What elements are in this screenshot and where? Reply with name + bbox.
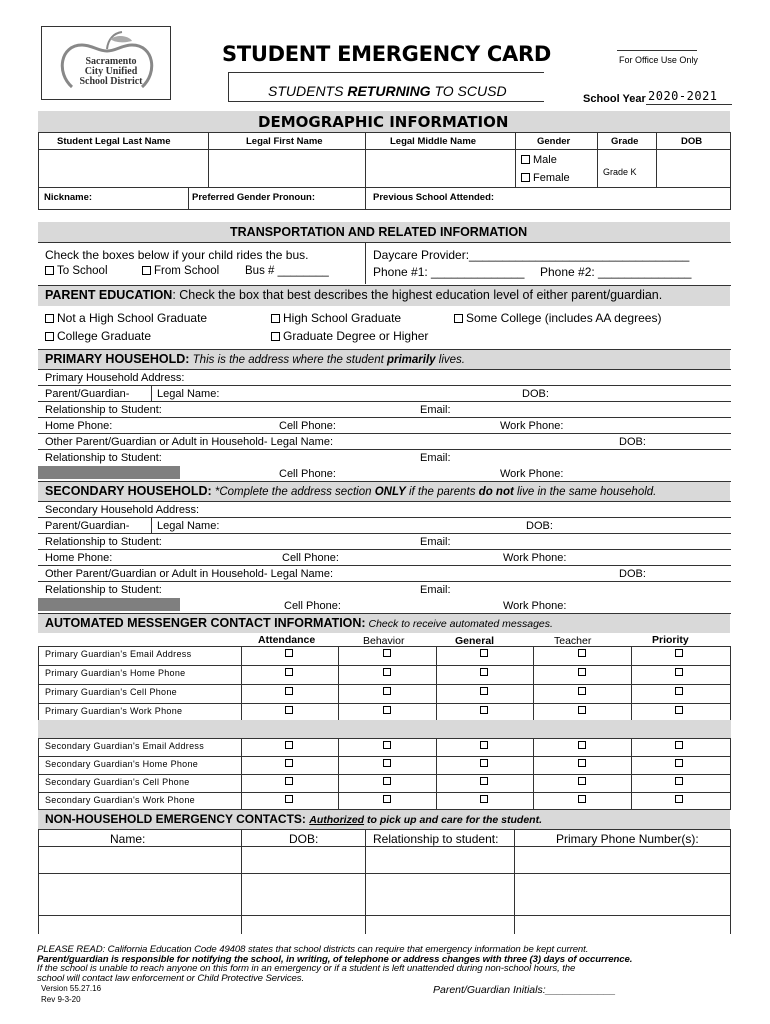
col-last-name: Student Legal Last Name (57, 136, 171, 147)
col-contact-name: Name: (110, 832, 146, 846)
gender-male-option[interactable]: Male (521, 154, 557, 166)
primary-guardian-1-row-label: Primary Guardian's Email Address (45, 649, 192, 659)
secondary-legal-name-label[interactable]: Legal Name: (157, 520, 220, 532)
secondary-guardian-2-row-label: Secondary Guardian's Home Phone (45, 759, 199, 769)
secondary-guardian-1-row-label: Secondary Guardian's Email Address (45, 741, 204, 751)
primary-legal-name-label[interactable]: Legal Name: (157, 388, 220, 400)
prev-school-label: Previous School Attended: (373, 192, 495, 203)
secondary-guardian-4-general-checkbox[interactable] (480, 795, 488, 803)
primary-cell-phone-label[interactable]: Cell Phone: (279, 420, 336, 432)
secondary-guardian-4-row-label: Secondary Guardian's Work Phone (45, 795, 195, 805)
primary-guardian-4-row-label: Primary Guardian's Work Phone (45, 706, 183, 716)
secondary-email-label[interactable]: Email: (420, 536, 451, 548)
messenger-separator-row (38, 720, 731, 738)
checkbox-icon[interactable] (45, 266, 54, 275)
primary-dob-label[interactable]: DOB: (522, 388, 549, 400)
secondary-guardian-4-attendance-checkbox[interactable] (285, 795, 293, 803)
edu-grad-degree-option[interactable]: Graduate Degree or Higher (271, 329, 428, 343)
phone2-field[interactable]: Phone #2: ______________ (540, 265, 692, 279)
grade-value[interactable]: Grade K (603, 167, 637, 177)
checkbox-icon[interactable] (271, 332, 280, 341)
notice-line-4: school will contact law enforcement or Child Protective Services. (37, 972, 305, 984)
primary-guardian-4-general-checkbox[interactable] (480, 706, 488, 714)
primary-other-adult-label[interactable]: Other Parent/Guardian or Adult in Household- Legal Name: (45, 436, 333, 448)
logo-line-1: Sacramento (85, 56, 137, 67)
version-label: Version 55.27.16 (41, 984, 102, 993)
col-contact-relationship: Relationship to student: (373, 832, 499, 846)
demographic-heading: DEMOGRAPHIC INFORMATION (258, 113, 509, 131)
secondary-guardian-1-attendance-checkbox[interactable] (285, 741, 293, 749)
office-use-label: For Office Use Only (619, 55, 698, 65)
secondary-guardian-4-priority-checkbox[interactable] (675, 795, 683, 803)
primary-guardian-3-teacher-checkbox[interactable] (578, 687, 586, 695)
secondary-other-email-label[interactable]: Email: (420, 584, 451, 596)
primary-work-phone-label[interactable]: Work Phone: (500, 420, 564, 432)
from-school-option[interactable]: From School (142, 265, 219, 277)
notice-line-3: If the school is unable to reach anyone on this form in an emergency or if a student is left unattended during non-school hours, the (37, 963, 576, 974)
messenger-heading: AUTOMATED MESSENGER CONTACT INFORMATION: Check to receive automated messages. (45, 616, 553, 630)
district-logo (41, 26, 171, 100)
primary-email-label[interactable]: Email: (420, 404, 451, 416)
primary-guardian-3-priority-checkbox[interactable] (675, 687, 683, 695)
col-grade: Grade (611, 136, 639, 147)
primary-guardian-1-priority-checkbox[interactable] (675, 649, 683, 657)
contact-row-3[interactable] (39, 916, 729, 934)
secondary-guardian-3-row-label: Secondary Guardian's Cell Phone (45, 777, 190, 787)
col-priority: Priority (652, 634, 689, 646)
secondary-guardian-2-general-checkbox[interactable] (480, 759, 488, 767)
initials-field[interactable]: Parent/Guardian Initials:____________ (433, 984, 616, 996)
nickname-label: Nickname: (44, 192, 93, 203)
secondary-guardian-4-teacher-checkbox[interactable] (578, 795, 586, 803)
secondary-guardian-2-teacher-checkbox[interactable] (578, 759, 586, 767)
secondary-other-cell-label[interactable]: Cell Phone: (284, 600, 341, 612)
primary-guardian-3-general-checkbox[interactable] (480, 687, 488, 695)
primary-guardian-4-teacher-checkbox[interactable] (578, 706, 586, 714)
secondary-guardian-3-attendance-checkbox[interactable] (285, 777, 293, 785)
primary-guardian-4-behavior-checkbox[interactable] (383, 706, 391, 714)
secondary-guardian-3-priority-checkbox[interactable] (675, 777, 683, 785)
col-contact-dob: DOB: (289, 832, 319, 846)
col-behavior: Behavior (363, 635, 405, 647)
edu-hs-option[interactable]: High School Graduate (271, 311, 401, 325)
checkbox-icon[interactable] (142, 266, 151, 275)
secondary-cell-phone-label[interactable]: Cell Phone: (282, 552, 339, 564)
notice-line-1: PLEASE READ: California Education Code 49408 states that school districts can require that emergency information be kept current. (37, 944, 589, 955)
primary-other-relationship-label[interactable]: Relationship to Student: (45, 452, 162, 464)
primary-guardian-3-behavior-checkbox[interactable] (383, 687, 391, 695)
primary-guardian-1-teacher-checkbox[interactable] (578, 649, 586, 657)
secondary-guardian-3-teacher-checkbox[interactable] (578, 777, 586, 785)
primary-guardian-2-teacher-checkbox[interactable] (578, 668, 586, 676)
page-title: STUDENT EMERGENCY CARD (222, 42, 552, 66)
checkbox-icon[interactable] (45, 314, 54, 323)
col-teacher: Teacher (554, 635, 592, 647)
primary-guardian-4-attendance-checkbox[interactable] (285, 706, 293, 714)
primary-guardian-2-general-checkbox[interactable] (480, 668, 488, 676)
primary-home-phone-label[interactable]: Home Phone: (45, 420, 113, 432)
secondary-guardian-label: Parent/Guardian- (45, 520, 130, 532)
secondary-address-label[interactable]: Secondary Household Address: (45, 504, 200, 516)
edu-not-hs-option[interactable]: Not a High School Graduate (45, 311, 207, 325)
checkbox-icon[interactable] (521, 173, 530, 182)
primary-guardian-1-general-checkbox[interactable] (480, 649, 488, 657)
col-attendance: Attendance (258, 634, 316, 646)
primary-heading: PRIMARY HOUSEHOLD: This is the address where the student primarily lives. (45, 352, 465, 366)
bus-number-field[interactable]: Bus # ________ (245, 265, 329, 277)
bus-check-text: Check the boxes below if your child rides the bus. (45, 248, 309, 262)
col-dob: DOB (681, 136, 703, 147)
subtitle: STUDENTS RETURNING TO SCUSD (268, 83, 507, 99)
primary-guardian-label: Parent/Guardian- (45, 388, 130, 400)
notice-line-2: Parent/guardian is responsible for notifying the school, in writing, of telephone or address changes with three (3) days of occurrence. (37, 953, 633, 965)
nonhousehold-heading: NON-HOUSEHOLD EMERGENCY CONTACTS: Authorized to pick up and care for the student. (45, 812, 543, 826)
secondary-guardian-2-behavior-checkbox[interactable] (383, 759, 391, 767)
secondary-guardian-1-behavior-checkbox[interactable] (383, 741, 391, 749)
education-heading: PARENT EDUCATION: Check the box that best describes the highest education level of either parent/guardian. (45, 288, 663, 302)
checkbox-icon[interactable] (521, 155, 530, 164)
primary-gray-block (38, 466, 180, 479)
primary-guardian-2-attendance-checkbox[interactable] (285, 668, 293, 676)
secondary-home-phone-label[interactable]: Home Phone: (45, 552, 113, 564)
gender-female-option[interactable]: Female (521, 172, 570, 184)
footer-notice (37, 945, 737, 983)
to-school-option[interactable]: To School (45, 265, 108, 277)
secondary-guardian-3-general-checkbox[interactable] (480, 777, 488, 785)
secondary-guardian-1-priority-checkbox[interactable] (675, 741, 683, 749)
col-contact-phone: Primary Phone Number(s): (556, 832, 699, 846)
col-gender: Gender (537, 136, 571, 147)
primary-other-dob-label[interactable]: DOB: (619, 436, 646, 448)
school-year-label: School Year (583, 93, 646, 105)
checkbox-icon[interactable] (271, 314, 280, 323)
contact-row-2[interactable] (39, 874, 729, 914)
col-middle-name: Legal Middle Name (390, 136, 477, 147)
col-first-name: Legal First Name (246, 136, 323, 147)
secondary-guardian-3-behavior-checkbox[interactable] (383, 777, 391, 785)
checkbox-icon[interactable] (454, 314, 463, 323)
checkbox-icon[interactable] (45, 332, 54, 341)
daycare-field[interactable]: Daycare Provider:_________________________________ (373, 248, 690, 262)
pronoun-label: Preferred Gender Pronoun: (192, 192, 315, 203)
primary-guardian-2-behavior-checkbox[interactable] (383, 668, 391, 676)
revision-label: Rev 9-3-20 (41, 995, 81, 1004)
secondary-other-dob-label[interactable]: DOB: (619, 568, 646, 580)
secondary-relationship-label[interactable]: Relationship to Student: (45, 536, 162, 548)
col-general: General (455, 635, 495, 647)
secondary-gray-block (38, 598, 180, 611)
secondary-heading: SECONDARY HOUSEHOLD: *Complete the address section ONLY if the parents do not live in the same household. (45, 484, 657, 498)
primary-guardian-2-row-label: Primary Guardian's Home Phone (45, 668, 186, 678)
contact-row-1[interactable] (39, 847, 729, 872)
primary-guardian-3-attendance-checkbox[interactable] (285, 687, 293, 695)
primary-guardian-4-priority-checkbox[interactable] (675, 706, 683, 714)
secondary-other-relationship-label[interactable]: Relationship to Student: (45, 584, 162, 596)
transport-heading: TRANSPORTATION AND RELATED INFORMATION (230, 225, 528, 239)
logo-line-3: School District (79, 76, 143, 87)
edu-college-grad-option[interactable]: College Graduate (45, 329, 151, 343)
secondary-guardian-1-teacher-checkbox[interactable] (578, 741, 586, 749)
primary-guardian-2-priority-checkbox[interactable] (675, 668, 683, 676)
secondary-dob-label[interactable]: DOB: (526, 520, 553, 532)
primary-other-email-label[interactable]: Email: (420, 452, 451, 464)
edu-some-college-option[interactable]: Some College (includes AA degrees) (454, 311, 661, 325)
secondary-guardian-2-attendance-checkbox[interactable] (285, 759, 293, 767)
school-year-value[interactable]: 2020-2021 (648, 89, 718, 103)
secondary-guardian-1-general-checkbox[interactable] (480, 741, 488, 749)
primary-guardian-1-behavior-checkbox[interactable] (383, 649, 391, 657)
primary-guardian-1-attendance-checkbox[interactable] (285, 649, 293, 657)
secondary-guardian-4-behavior-checkbox[interactable] (383, 795, 391, 803)
primary-other-work-label[interactable]: Work Phone: (500, 468, 564, 480)
primary-relationship-label[interactable]: Relationship to Student: (45, 404, 162, 416)
secondary-other-adult-label[interactable]: Other Parent/Guardian or Adult in Household- Legal Name: (45, 568, 333, 580)
primary-other-cell-label[interactable]: Cell Phone: (279, 468, 336, 480)
primary-address-label[interactable]: Primary Household Address: (45, 372, 185, 384)
primary-guardian-3-row-label: Primary Guardian's Cell Phone (45, 687, 177, 697)
secondary-guardian-2-priority-checkbox[interactable] (675, 759, 683, 767)
secondary-other-work-label[interactable]: Work Phone: (503, 600, 567, 612)
secondary-work-phone-label[interactable]: Work Phone: (503, 552, 567, 564)
phone1-field[interactable]: Phone #1: ______________ (373, 265, 525, 279)
logo-line-2: City Unified (84, 66, 138, 77)
